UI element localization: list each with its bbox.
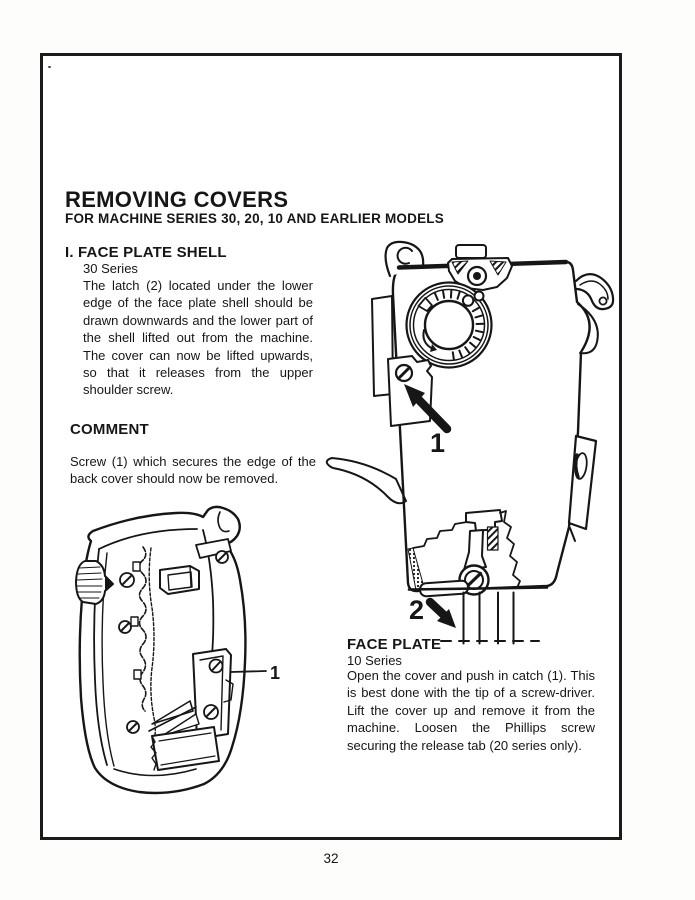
section1-index: I. <box>65 244 74 261</box>
comment-body: Screw (1) which secures the edge of the back cover should now be removed. <box>70 454 316 487</box>
figure-machine-rear-view <box>315 235 650 650</box>
catch-assembly <box>193 649 233 739</box>
page-subtitle: FOR MACHINE SERIES 30, 20, 10 AND EARLIER MODELS <box>65 211 444 226</box>
shell-label-1: 1 <box>270 663 281 683</box>
scan-speck <box>48 66 51 68</box>
machine-label-2: 2 <box>409 595 425 625</box>
thread-guide-spout <box>327 458 406 503</box>
arrow-2 <box>430 602 456 628</box>
right-hook <box>576 274 613 309</box>
page-number: 32 <box>323 851 339 866</box>
dial-pin <box>475 292 484 301</box>
section1-heading: FACE PLATE SHELL <box>78 244 227 261</box>
section1-series: 30 Series <box>83 261 138 276</box>
needle-bar-legs <box>464 593 514 644</box>
latch-keeper-block <box>160 566 199 594</box>
page-title: REMOVING COVERS <box>65 187 289 212</box>
machine-label-1: 1 <box>430 428 446 458</box>
section2-body: Open the cover and push in catch (1). This is best done with the tip of a screw-driver. Lift the cover up and remove it from the machine. Loosen the Phillips screw securing the release tab (20 series only). <box>347 668 595 753</box>
section1-body: The latch (2) located under the lower edge of the face plate shell should be drawn downwards and the lower part of the shell lifted out from the machine. The cover can now be lifted upwards, so that it releases from the upper shoulder screw. <box>83 278 313 398</box>
section2-series: 10 Series <box>347 653 402 668</box>
leader-line <box>231 671 266 672</box>
comment-heading: COMMENT <box>70 421 149 438</box>
tension-dial <box>407 283 492 368</box>
section2-heading: FACE PLATE <box>347 636 442 653</box>
figure-face-plate-shell-inner <box>60 498 295 800</box>
